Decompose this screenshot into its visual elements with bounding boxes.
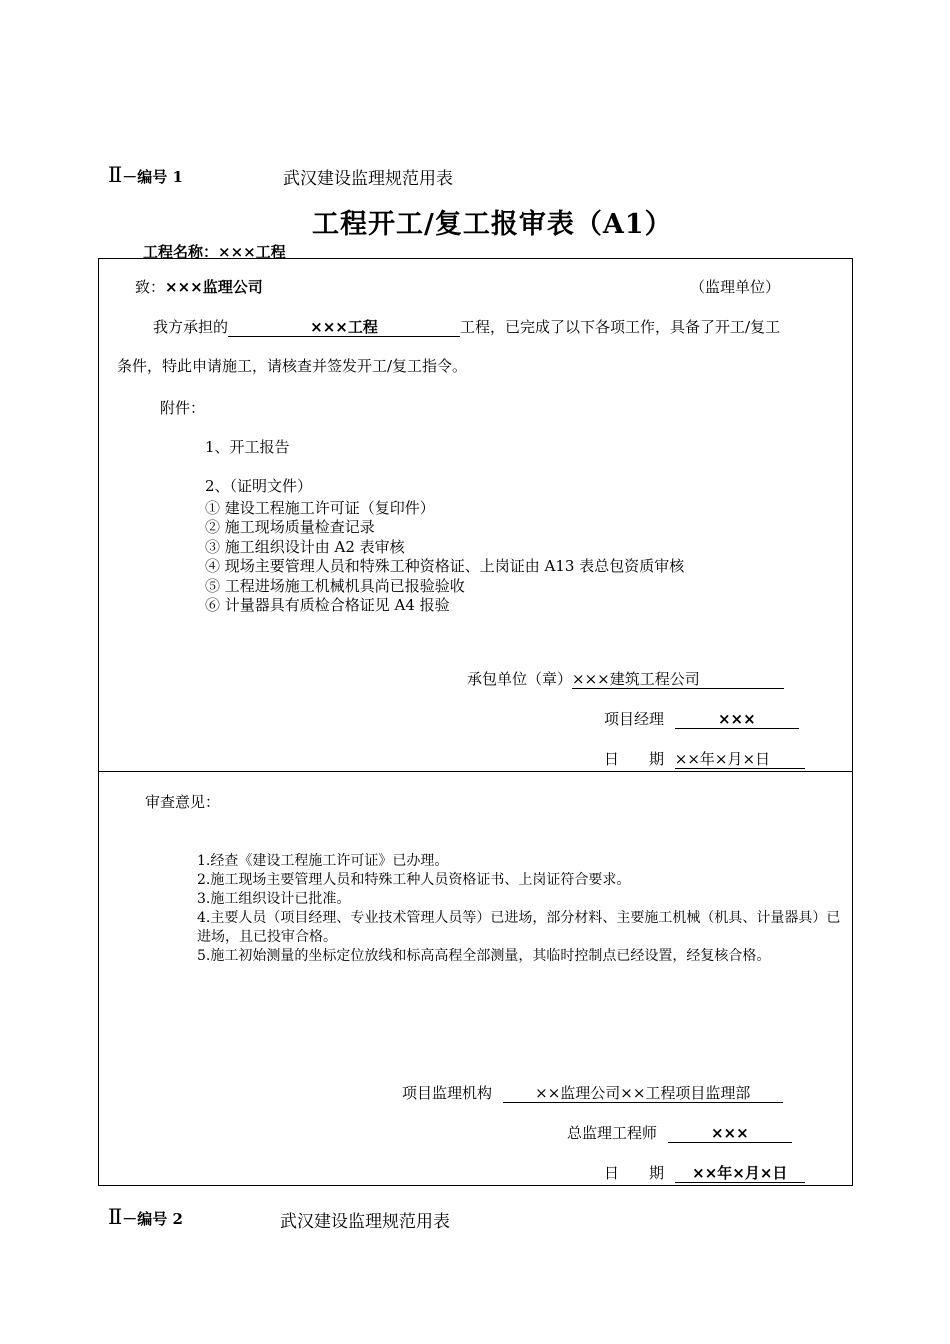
proof-item: ⑥ 计量器具有质检合格证见 A4 报验 <box>205 596 450 615</box>
opinion-item: 1.经查《建设工程施工许可证》已办理。 <box>197 853 449 869</box>
proof-list <box>205 499 684 615</box>
applicant-date-value: ××年×月×日 <box>675 750 805 769</box>
next-form-code-text: －编号 2 <box>122 1210 183 1228</box>
proof-item: ⑤ 工程进场施工机械机具尚已报验验收 <box>205 576 465 595</box>
contractor-signature <box>467 668 784 689</box>
opinion-item: 3.施工组织设计已批准。 <box>197 891 351 907</box>
body-suffix: 工程，已完成了以下各项工作，具备了开工/复工 <box>460 318 781 336</box>
chief-label: 总监理工程师 <box>567 1124 658 1142</box>
opinion-item: 5.施工初始测量的坐标定位放线和标高高程全部测量，其临时控制点已经设置，经复核合格。 <box>197 948 771 964</box>
project-name-value: ×××工程 <box>218 243 286 261</box>
applicant-date <box>604 748 805 769</box>
form-code-roman: Ⅱ <box>108 163 123 187</box>
body-project: ×××工程 <box>228 318 460 337</box>
org-value: ××监理公司××工程项目监理部 <box>503 1084 783 1103</box>
supervision-org <box>402 1082 783 1103</box>
manager-signature <box>604 708 799 729</box>
unit-hint: （监理单位） <box>690 278 781 296</box>
form-code <box>108 163 183 187</box>
next-form-code-roman: Ⅱ <box>108 1205 123 1229</box>
next-spec-name: 武汉建设监理规范用表 <box>280 1212 450 1232</box>
contractor-value: ×××建筑工程公司 <box>572 670 784 689</box>
review-date <box>604 1162 805 1183</box>
contractor-label: 承包单位（章） <box>467 670 573 688</box>
application-body-line1 <box>153 316 780 337</box>
proof-item: ④ 现场主要管理人员和特殊工种资格证、上岗证由 A13 表总包资质审核 <box>205 557 685 576</box>
form-code-text: －编号 1 <box>122 168 183 186</box>
manager-value: ××× <box>675 710 799 729</box>
chief-engineer-signature <box>567 1122 792 1143</box>
spec-name: 武汉建设监理规范用表 <box>283 169 453 189</box>
application-body-line2: 条件，特此申请施工，请核查并签发开工/复工指令。 <box>117 357 468 375</box>
opinion-item: 2.施工现场主要管理人员和特殊工种人员资格证书、上岗证符合要求。 <box>197 872 631 888</box>
manager-label: 项目经理 <box>604 710 665 728</box>
addressee-label: 致： <box>135 278 166 296</box>
form-title: 工程开工/复工报审表（A1） <box>312 209 673 240</box>
proof-item: ② 施工现场质量检查记录 <box>205 518 375 537</box>
attachment-1: 1、开工报告 <box>205 438 290 456</box>
addressee <box>135 276 263 297</box>
org-label: 项目监理机构 <box>402 1084 493 1102</box>
attachment-2: 2、（证明文件） <box>205 477 313 495</box>
review-date-label: 日 期 <box>604 1164 665 1182</box>
chief-value: ××× <box>668 1124 792 1143</box>
opinion-item: 4.主要人员（项目经理、专业技术管理人员等）已进场，部分材料、主要施工机械（机具、计量器具）已进场，且已投审合格。 <box>197 910 841 945</box>
project-name-label: 工程名称： <box>143 243 219 261</box>
body-prefix: 我方承担的 <box>153 318 229 336</box>
addressee-value: ×××监理公司 <box>165 278 263 296</box>
review-opinions <box>197 852 847 966</box>
proof-item: ① 建设工程施工许可证（复印件） <box>205 499 435 517</box>
proof-item: ③ 施工组织设计由 A2 表审核 <box>205 537 405 556</box>
review-label: 审查意见： <box>145 793 221 811</box>
attachments-label: 附件： <box>160 399 206 417</box>
section-divider <box>98 771 853 772</box>
applicant-date-label: 日 期 <box>604 750 665 768</box>
next-form-code <box>108 1205 183 1229</box>
review-date-value: ××年×月×日 <box>675 1164 805 1183</box>
